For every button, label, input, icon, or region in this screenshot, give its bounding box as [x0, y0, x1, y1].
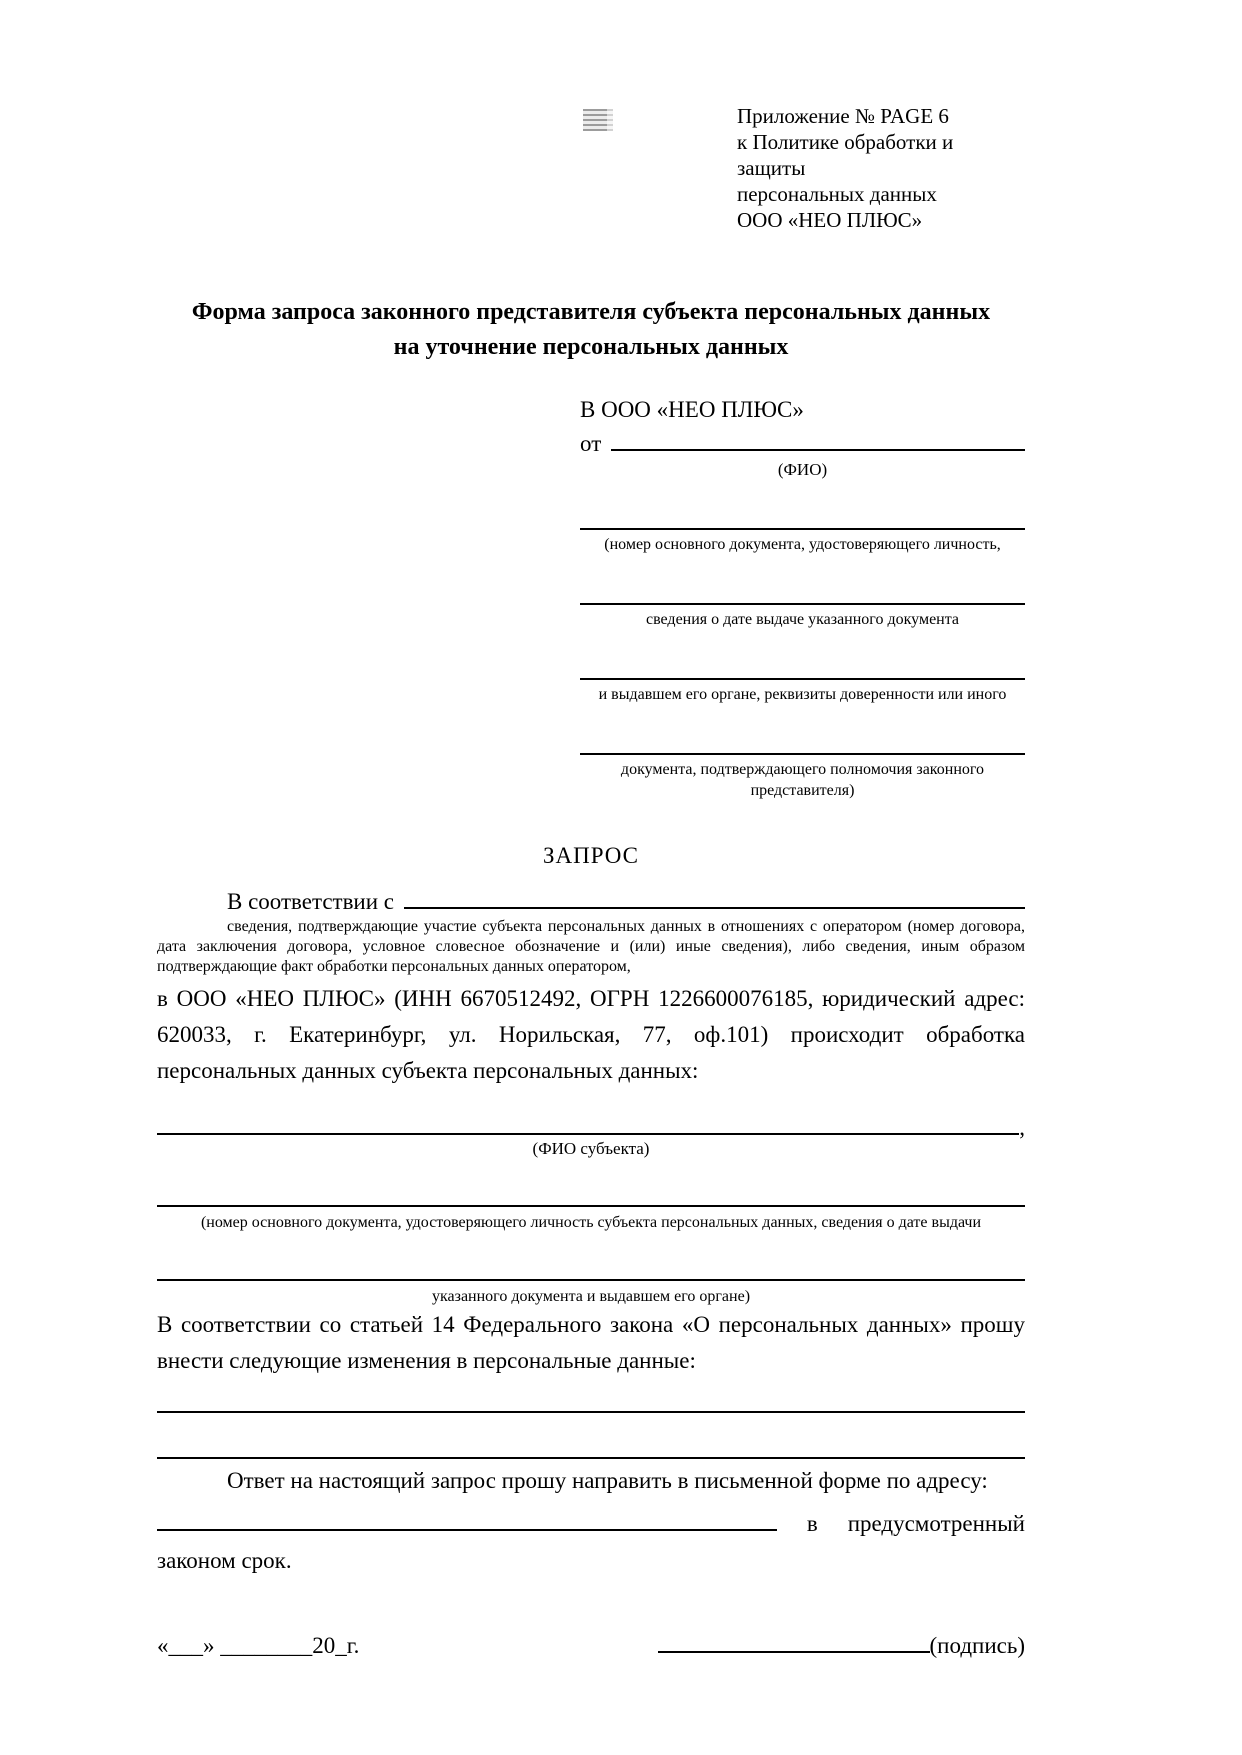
- date-signature-row: [157, 1631, 1025, 1659]
- document-title: [157, 295, 1025, 365]
- subject-doc-field-2: [157, 1277, 1025, 1307]
- fill-line: [580, 601, 1025, 605]
- signature-fill-line: [658, 1631, 930, 1653]
- document-title-line1: Форма запроса законного представителя субъекта персональных данных: [191, 299, 991, 325]
- article14-paragraph: В соответствии со статьей 14 Федерального закона «О персональных данных» прошу внести следующие изменения в персональные данные:: [157, 1312, 1025, 1373]
- changes-fill-line-1: [157, 1409, 1025, 1413]
- changes-fill-line-2: [157, 1455, 1025, 1459]
- fill-caption: (номер основного документа, удостоверяющего личность,: [604, 536, 1001, 553]
- fill-caption: документа, подтверждающего полномочия законного представителя): [620, 761, 985, 799]
- fill-line: [580, 526, 1025, 530]
- date-blank: «___» ________20_г.: [157, 1633, 360, 1658]
- fill-caption: и выдавшем его органе, реквизиты доверенности или иного: [598, 686, 1007, 703]
- appendix-company: ООО «НЕО ПЛЮС»: [737, 208, 923, 232]
- subject-fio-caption: (ФИО субъекта): [532, 1139, 650, 1158]
- from-row: [580, 425, 1025, 459]
- address-fill-line: [157, 1509, 777, 1531]
- operator-paragraph: в ООО «НЕО ПЛЮС» (ИНН 6670512492, ОГРН 1226600076185, юридический адрес: 620033, г. Екатеринбург, ул. Норильская, 77, оф.101) происходит обработка персональных данных субъекта персональных данных:: [157, 986, 1025, 1083]
- page-header: [157, 103, 1025, 233]
- accordance-label: В соответствии с: [227, 889, 395, 914]
- answer-word-v: в: [806, 1511, 818, 1536]
- fill-line: [157, 1113, 1019, 1135]
- accordance-fill-line: [404, 883, 1025, 909]
- signature-field: [658, 1631, 1025, 1659]
- fill-line: [580, 751, 1025, 755]
- from-label: от: [580, 431, 602, 456]
- subject-doc-caption-2: указанного документа и выдавшем его органе): [431, 1288, 751, 1305]
- from-fill-line: [611, 425, 1025, 451]
- appendix-block: [737, 103, 1025, 233]
- answer-tail: законом срок.: [157, 1548, 292, 1573]
- addressee-to: В ООО «НЕО ПЛЮС»: [580, 397, 804, 422]
- fio-caption: (ФИО): [777, 460, 828, 479]
- fill-caption: сведения о дате выдаче указанного документа: [645, 611, 960, 628]
- request-heading: ЗАПРОС: [542, 843, 640, 868]
- answer-address-row: [157, 1509, 1025, 1537]
- signature-caption: (подпись): [929, 1633, 1025, 1658]
- subject-doc-caption-1: (номер основного документа, удостоверяющего личность субъекта персональных данных, сведения о дате выдачи: [200, 1214, 982, 1231]
- appendix-number: Приложение № PAGE 6: [737, 104, 949, 128]
- fill-line: [157, 1203, 1025, 1207]
- answer-word-predusmotrenny: предусмотренный: [847, 1511, 1025, 1536]
- accordance-footnote: сведения, подтверждающие участие субъекта персональных данных в отношениях с оператором (номер договора, дата заключения договора, условное словесное обозначение и (или) иные сведения), либо сведения, иным образом подтверждающие факт обработки персональных данных оператором,: [157, 918, 1025, 975]
- subject-doc-field-1: [157, 1203, 1025, 1233]
- appendix-policy-line2: персональных данных: [737, 182, 937, 206]
- subject-fio-field: [157, 1113, 1025, 1159]
- answer-paragraph: Ответ на настоящий запрос прошу направить в письменной форме по адресу:: [227, 1468, 988, 1493]
- addressee-block: [580, 395, 1025, 801]
- document-title-line2: на уточнение персональных данных: [393, 334, 789, 360]
- subject-fio-linerow: [157, 1113, 1025, 1138]
- representative-doc-field-4: [580, 751, 1025, 801]
- appendix-policy-line: к Политике обработки и защиты: [737, 130, 954, 180]
- representative-doc-field-3: [580, 676, 1025, 705]
- fill-line: [580, 676, 1025, 680]
- representative-doc-field-1: [580, 526, 1025, 555]
- fill-line: [157, 1277, 1025, 1281]
- accordance-row: [157, 883, 1025, 915]
- field-code-icon: [583, 109, 613, 131]
- trailing-comma: ,: [1019, 1115, 1025, 1140]
- representative-doc-field-2: [580, 601, 1025, 630]
